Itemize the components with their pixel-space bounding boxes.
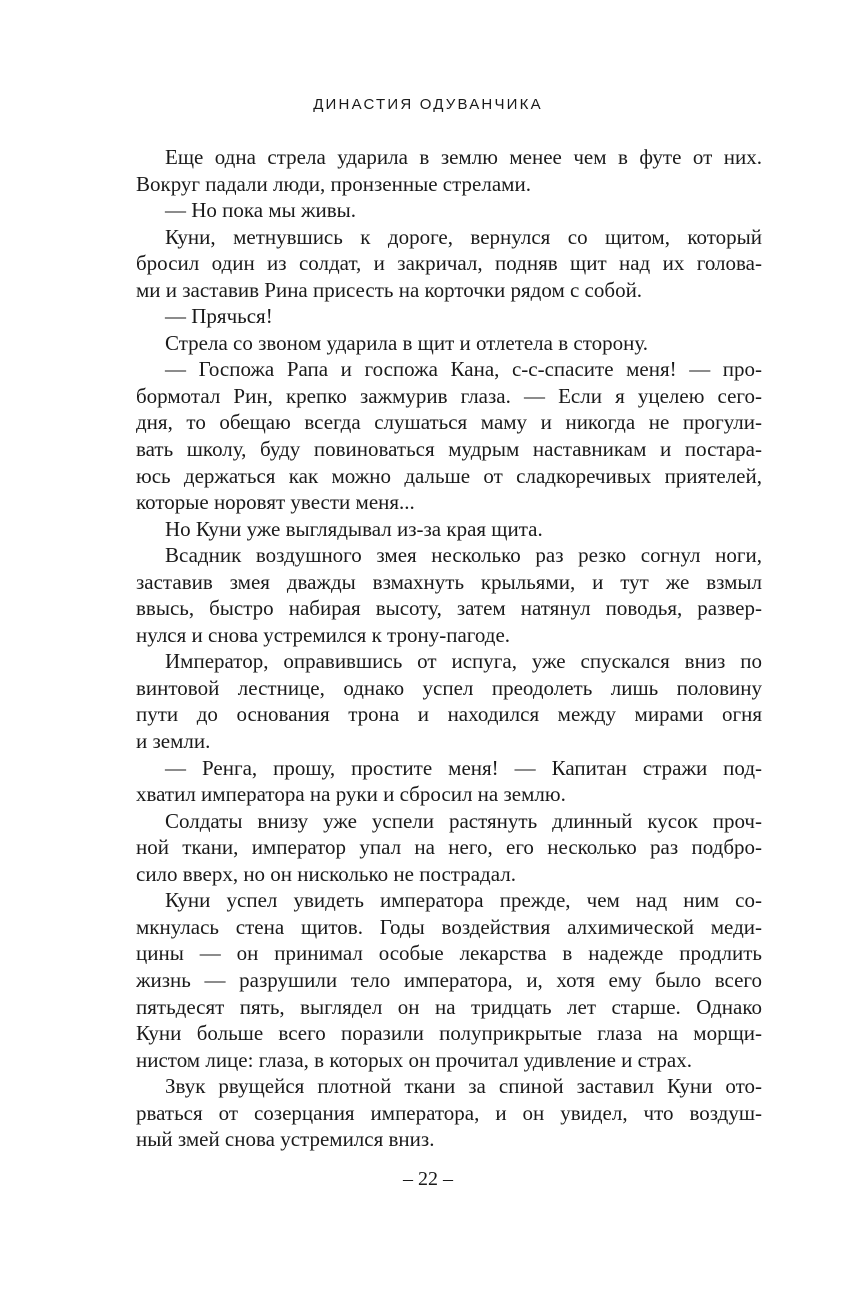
text-line: бросил один из солдат, и закричал, подняв щит над их голова- xyxy=(136,251,762,276)
text-line: — Но пока мы живы. xyxy=(165,198,357,223)
running-head-title: ДИНАСТИЯ ОДУВАНЧИКА xyxy=(313,96,543,113)
text-line: жизнь — разрушили тело императора, и, хотя ему было всего xyxy=(136,967,762,992)
text-line: дня, то обещаю всегда слушаться маму и никогда не прогули- xyxy=(136,410,762,435)
text-line: Солдаты внизу уже успели растянуть длинный кусок проч- xyxy=(165,808,762,833)
text-line: ный змей снова устремился вниз. xyxy=(136,1127,435,1152)
body-text xyxy=(136,144,762,1153)
text-line: Стрела со звоном ударила в щит и отлетела в сторону. xyxy=(165,330,649,355)
text-line: Звук рвущейся плотной ткани за спиной заставил Куни ото- xyxy=(165,1074,762,1099)
text-line: Куни успел увидеть императора прежде, чем над ним со- xyxy=(165,888,762,913)
text-line: ввысь, быстро набирая высоту, затем натянул поводья, развер- xyxy=(136,596,762,621)
text-line: нулся и снова устремился к трону-пагоде. xyxy=(136,622,511,647)
page-number: – 22 – xyxy=(403,1168,453,1190)
text-line: вать школу, буду повиноваться мудрым наставникам и постара- xyxy=(136,437,762,462)
text-line: которые норовят увести меня... xyxy=(136,490,415,515)
text-line: Но Куни уже выглядывал из-за края щита. xyxy=(165,516,543,541)
text-line: ми и заставив Рина присесть на корточки рядом с собой. xyxy=(136,277,643,302)
text-line: винтовой лестнице, однако успел преодолеть лишь половину xyxy=(136,675,762,700)
text-line: пятьдесят пять, выглядел он на тридцать лет старше. Однако xyxy=(136,994,762,1019)
text-line: — Прячься! xyxy=(165,304,273,329)
text-line: Император, оправившись от испуга, уже спускался вниз по xyxy=(165,649,762,674)
text-line: Куни больше всего поразили полуприкрытые глаза на морщи- xyxy=(136,1021,762,1046)
text-line: пути до основания трона и находился между мирами огня xyxy=(136,702,762,727)
text-line: заставив змея дважды взмахнуть крыльями, и тут же взмыл xyxy=(136,569,762,594)
text-line: юсь держаться как можно дальше от сладкоречивых приятелей, xyxy=(136,463,762,488)
text-line: Вокруг падали люди, пронзенные стрелами. xyxy=(136,171,531,196)
text-line: хватил императора на руки и сбросил на землю. xyxy=(136,782,566,807)
text-line: Всадник воздушного змея несколько раз резко согнул ноги, xyxy=(165,543,762,568)
text-line: — Госпожа Рапа и госпожа Кана, с-с-спасите меня! — про- xyxy=(165,357,762,382)
text-line: бормотал Рин, крепко зажмурив глаза. — Если я уцелею сего- xyxy=(136,383,762,408)
text-line: сило вверх, но он нисколько не пострадал. xyxy=(136,861,516,886)
text-line: и земли. xyxy=(136,729,211,754)
text-line: рваться от созерцания императора, и он увидел, что воздуш- xyxy=(136,1100,762,1125)
text-line: цины — он принимал особые лекарства в надежде продлить xyxy=(136,941,762,966)
text-line: нистом лице: глаза, в которых он прочитал удивление и страх. xyxy=(136,1047,692,1072)
text-line: — Ренга, прошу, простите меня! — Капитан стражи под- xyxy=(165,755,762,780)
text-line: мкнулась стена щитов. Годы воздействия алхимической меди- xyxy=(136,914,762,939)
text-line: ной ткани, император упал на него, его несколько раз подбро- xyxy=(136,835,762,860)
text-line: Еще одна стрела ударила в землю менее чем в футе от них. xyxy=(165,145,762,169)
text-line: Куни, метнувшись к дороге, вернулся со щитом, который xyxy=(165,224,762,249)
